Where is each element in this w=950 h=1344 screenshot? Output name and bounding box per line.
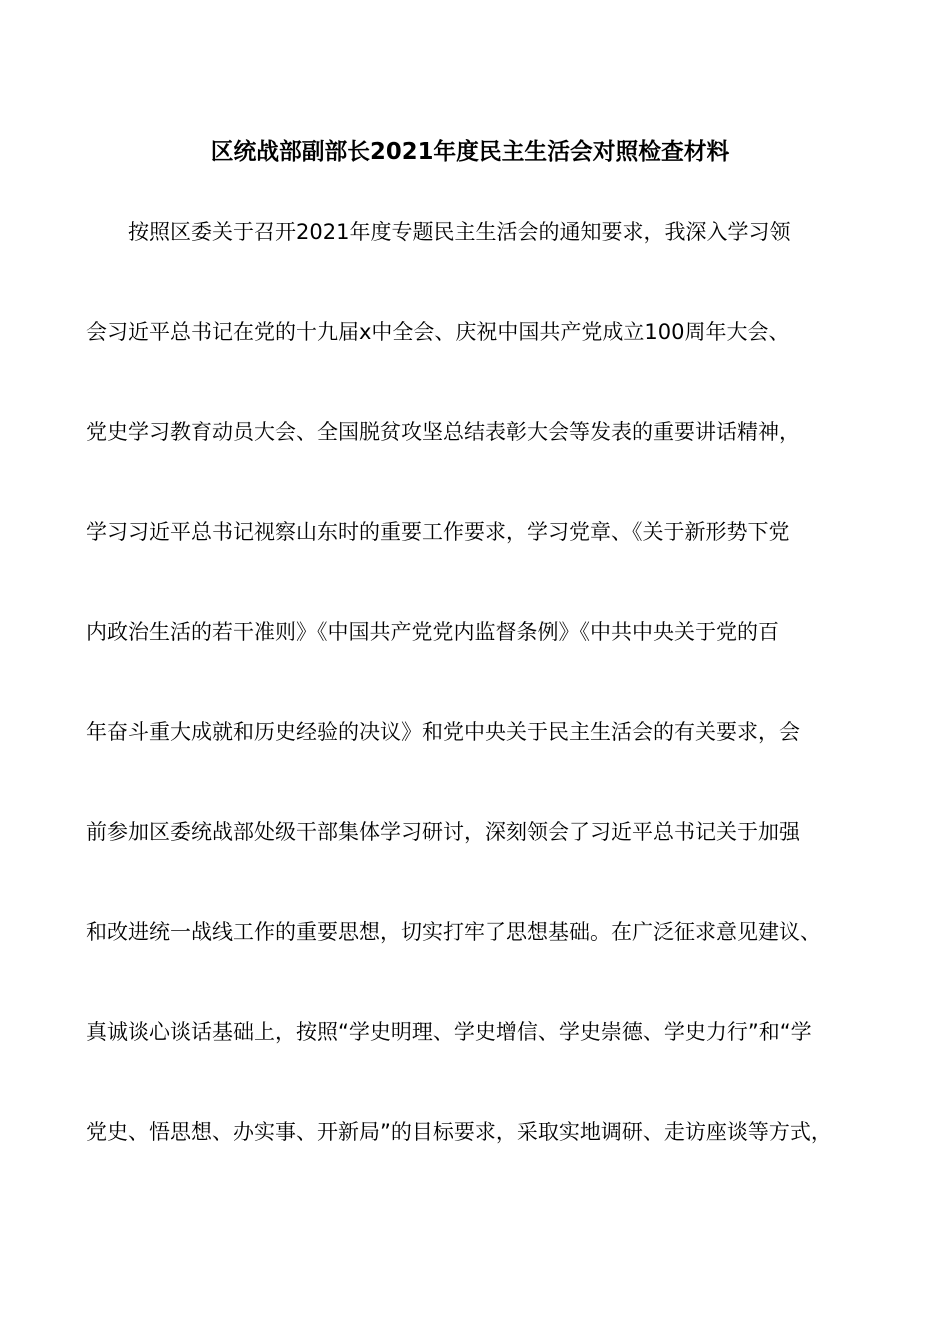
- paragraph-line-6: 年奋斗重大成就和历史经验的决议》和党中央关于民主生活会的有关要求，会: [86, 720, 800, 744]
- paragraph-line-5: 内政治生活的若干准则》《中国共产党党内监督条例》《中共中央关于党的百: [86, 620, 779, 644]
- paragraph-line-4: 学习习近平总书记视察山东时的重要工作要求，学习党章、《关于新形势下党: [86, 520, 790, 544]
- paragraph-line-7: 前参加区委统战部处级干部集体学习研讨，深刻领会了习近平总书记关于加强: [86, 820, 800, 844]
- paragraph-line-8: 和改进统一战线工作的重要思想，切实打牢了思想基础。在广泛征求意见建议、: [86, 920, 821, 944]
- paragraph-line-1: 按照区委关于召开2021年度专题民主生活会的通知要求，我深入学习领: [128, 220, 791, 244]
- document-title: 区统战部副部长2021年度民主生活会对照检查材料: [210, 139, 730, 165]
- paragraph-line-10: 党史、悟思想、办实事、开新局”的目标要求，采取实地调研、走访座谈等方式，: [86, 1120, 832, 1144]
- paragraph-line-9: 真诚谈心谈话基础上，按照“学史明理、学史增信、学史崇德、学史力行”和“学: [86, 1020, 812, 1044]
- paragraph-line-3: 党史学习教育动员大会、全国脱贫攻坚总结表彰大会等发表的重要讲话精神，: [86, 420, 800, 444]
- paragraph-line-2: 会习近平总书记在党的十九届x中全会、庆祝中国共产党成立100周年大会、: [86, 320, 790, 344]
